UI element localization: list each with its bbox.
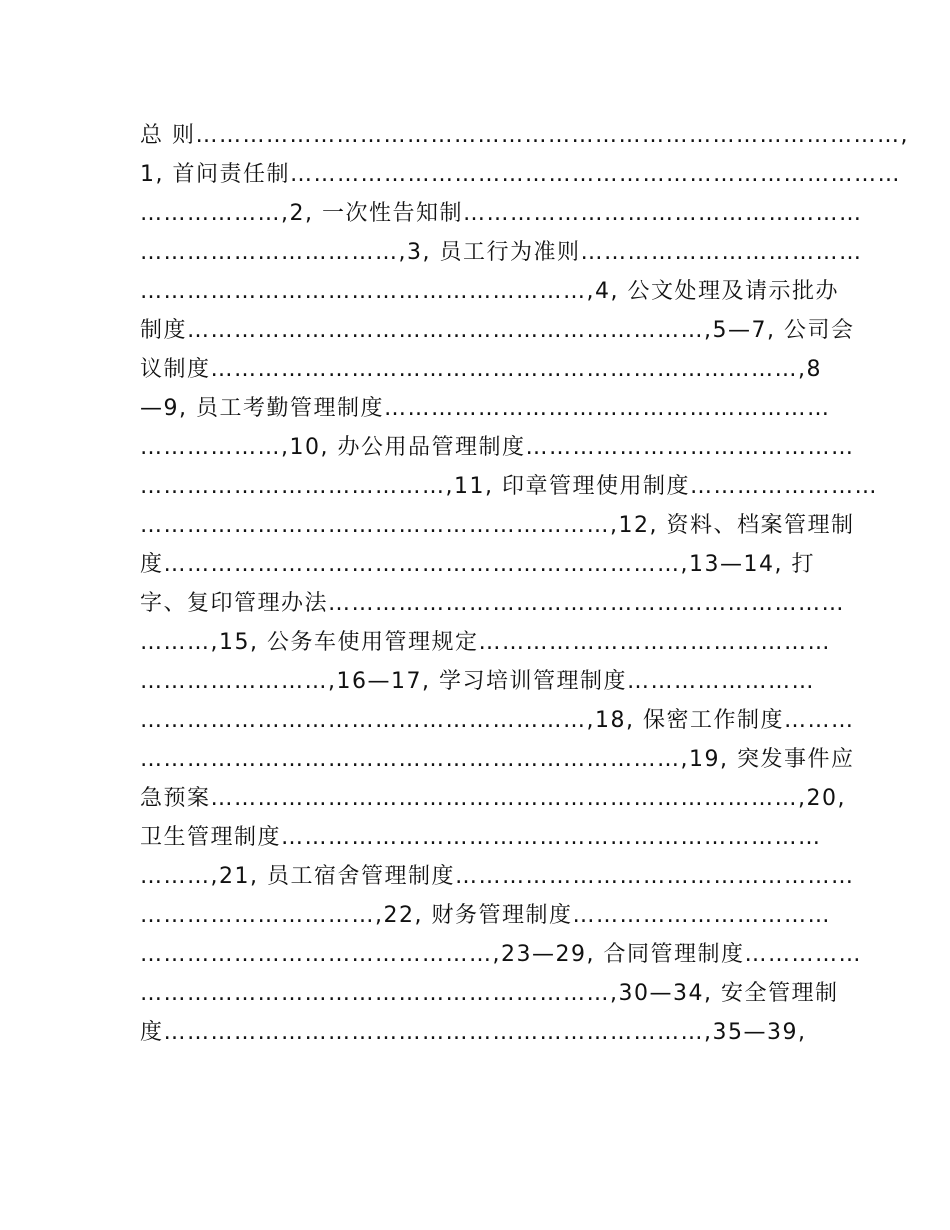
toc-line: 卫生管理制度…………………………………………………………… (140, 825, 822, 850)
toc-line: 制度…………………………………………………………,5—7, 公司会 (140, 318, 855, 343)
toc-line: ………,21, 员工宿舍管理制度…………………………………………… (140, 864, 855, 889)
toc-line: …………………………………………………,4, 公文处理及请示批办 (140, 279, 839, 304)
toc-line: ……………………………………………………,30—34, 安全管理制 (140, 981, 839, 1006)
toc-line: 度…………………………………………………………,13—14, 打 (140, 552, 815, 577)
toc-line: ………,15, 公务车使用管理规定……………………………………… (140, 630, 831, 655)
toc-line: …………………………………,11, 印章管理使用制度…………………… (140, 474, 878, 499)
toc-line: 总 则………………………………………………………………………………, (140, 123, 909, 148)
toc-line: ……………………,16—17, 学习培训管理制度…………………… (140, 669, 815, 694)
toc-line: ……………………………………………………,12, 资料、档案管理制 (140, 513, 855, 538)
toc-line: ………………,10, 办公用品管理制度…………………………………… (140, 435, 855, 460)
toc-line: ………………,2, 一次性告知制…………………………………………… (140, 201, 863, 226)
toc-line: …………………………,22, 财务管理制度…………………………… (140, 903, 831, 928)
toc-line: ………………………………………,23—29, 合同管理制度…………… (140, 942, 862, 967)
toc-line: …………………………………………………,18, 保密工作制度……… (140, 708, 855, 733)
toc-line: ……………………………,3, 员工行为准则……………………………… (140, 240, 863, 265)
toc-line: 议制度…………………………………………………………………,8 (140, 357, 822, 382)
toc-line: 急预案…………………………………………………………………,20, (140, 786, 846, 811)
toc-line: 1, 首问责任制…………………………………………………………………… (140, 162, 901, 187)
table-of-contents (140, 116, 909, 1052)
toc-line: —9, 员工考勤管理制度………………………………………………… (140, 396, 831, 421)
toc-line: 度……………………………………………………………,35—39, (140, 1020, 807, 1045)
toc-line: 字、复印管理办法………………………………………………………… (140, 591, 846, 616)
toc-line: ……………………………………………………………,19, 突发事件应 (140, 747, 855, 772)
